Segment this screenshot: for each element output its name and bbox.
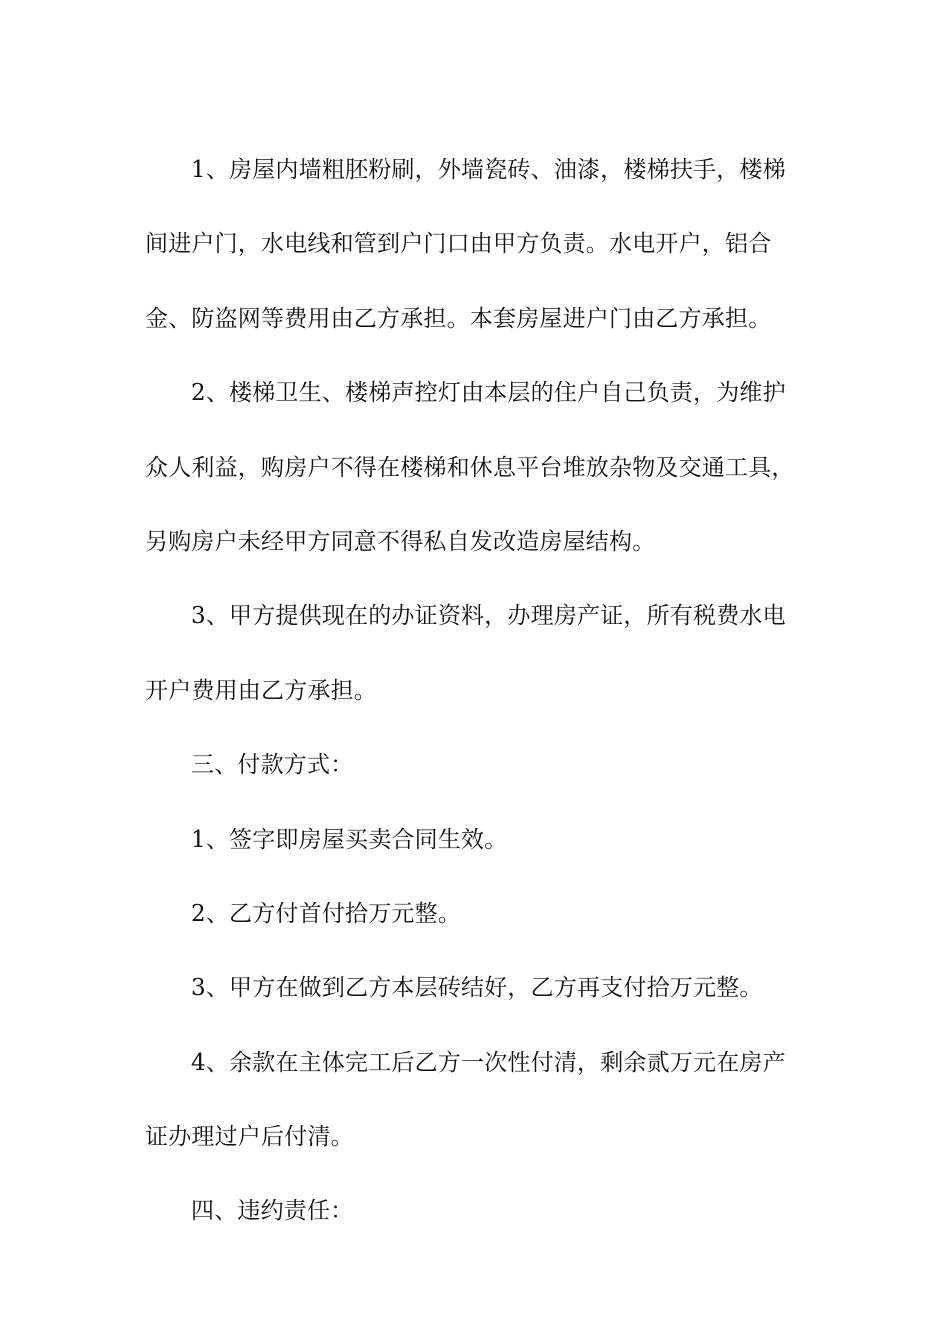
clause-2-line-1: 2、楼梯卫生、楼梯声控灯由本层的住户自己负责，为维护 — [191, 380, 786, 407]
clause-1-line-1: 1、房屋内墙粗胚粉刷，外墙瓷砖、油漆，楼梯扶手，楼梯 — [191, 157, 786, 183]
clause-2-line-3: 另购房户未经甲方同意不得私自发改造房屋结构。 — [145, 528, 656, 555]
section-heading-payment: 三、付款方式： — [191, 752, 354, 779]
section-heading-liability: 四、违约责任： — [191, 1198, 354, 1225]
clause-3-line-1: 3、甲方提供现在的办证资料，办理房产证，所有税费水电 — [191, 603, 786, 630]
clause-3-line-2: 开户费用由乙方承担。 — [145, 677, 377, 704]
clause-2-line-2: 众人利益，购房户不得在楼梯和休息平台堆放杂物及交通工具， — [145, 454, 795, 481]
payment-item-2: 2、乙方付首付拾万元整。 — [191, 900, 462, 927]
clause-1-line-2: 间进户门，水电线和管到户门口由甲方负责。水电开户，铝合 — [145, 231, 772, 258]
clause-1-line-3: 金、防盗网等费用由乙方承担。本套房屋进户门由乙方承担。 — [145, 305, 772, 332]
payment-item-3: 3、甲方在做到乙方本层砖结好，乙方再支付拾万元整。 — [191, 975, 763, 1002]
document-body — [145, 133, 830, 1249]
payment-item-4-line-2: 证办理过户后付清。 — [145, 1124, 354, 1151]
payment-item-1: 1、签字即房屋买卖合同生效。 — [191, 826, 508, 853]
payment-item-4-line-1: 4、余款在主体完工后乙方一次性付清，剩余贰万元在房产 — [191, 1049, 786, 1076]
